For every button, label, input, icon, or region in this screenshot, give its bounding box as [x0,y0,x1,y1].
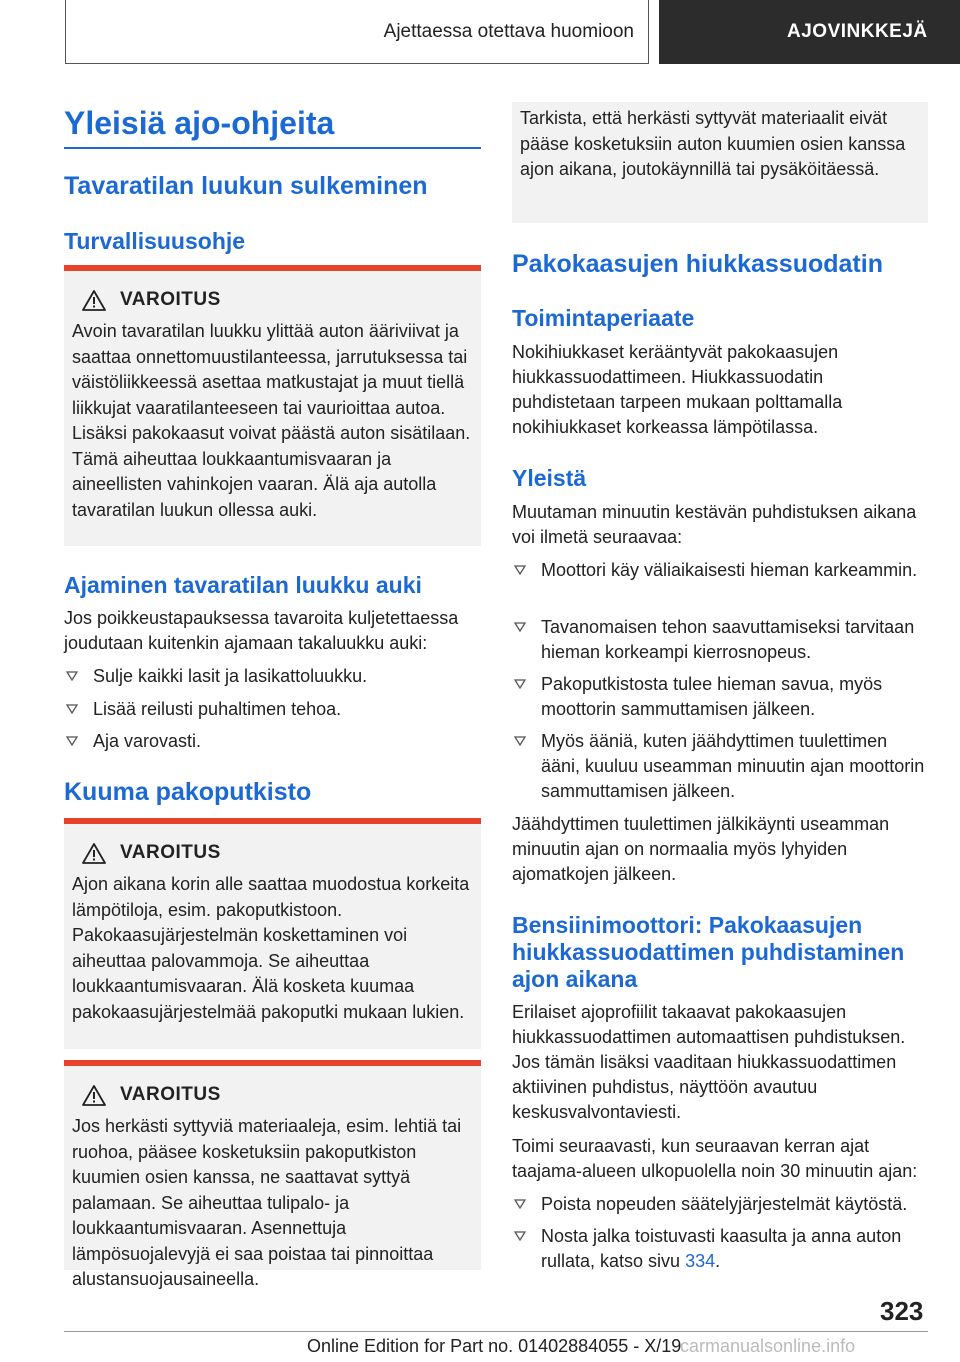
paragraph-general: Muutaman minuutin kestävän puhdistuksen aikana voi ilmetä seuraavaa: [512,502,917,547]
edition-text: Online Edition for Part no. 01402884055 - X/19 [307,1336,682,1356]
bullet-triangle-icon [514,736,526,746]
list-item [512,1192,928,1217]
bullet-triangle-icon [514,1231,526,1241]
heading-petrol-cleaning: Bensiinimoottori: Pakokaasujen hiukkassuodattimen puhdistaminen ajon aikana [512,912,905,992]
page-number: 323 [880,1296,924,1326]
bullet-triangle-icon [66,704,78,714]
list-item-end: . [715,1251,721,1271]
header-section-label: Ajettaessa otettava huomioon [383,20,634,42]
title-rule [64,147,481,149]
warning-triangle-icon [82,290,106,311]
paragraph-petrol-1: Erilaiset ajoprofiilit takaavat pakokaasujen hiukkassuodattimen automaattisen puhdistuksen. Jos tämän lisäksi vaaditaan hiukkassuodattimen aktiivinen puhdistus, näyttöön avautuu keskusvalvontaviesti. [512,1002,906,1122]
list-item-text: Poista nopeuden säätelyjärjestelmät käytöstä. [541,1194,908,1214]
warning-text: Ajon aikana korin alle saattaa muodostua korkeita lämpötiloja, esim. pakoputkistoon. Pakokaasujärjestelmän koskettaminen voi aiheuttaa palovammoja. Se aiheuttaa loukkaantumisvaaran. Älä kosketa kuumaa pakokaasujärjestelmää pakoputki mukaan lukien. [72,874,470,1022]
page-title: Yleisiä ajo-ohjeita [64,105,335,141]
list-item-text: Aja varovasti. [93,731,202,751]
heading-particle-filter: Pakokaasujen hiukkassuodatin [512,250,883,278]
list-item-text: Tavanomaisen tehon saavuttamiseksi tarvitaan hieman korkeampi kierrosnopeus. [541,617,915,662]
list-item [512,615,928,665]
warning-text: Avoin tavaratilan luukku ylittää auton ääriviivat ja saattaa onnettomuustilanteessa, jarrutuksessa tai väistöliikkeessä asettaa matkustajat ja muut tiellä liikkujat vaaratilanteeseen tai vaurioittaa autoa. Lisäksi pakokaasut voivat päästä auton sisätilaan. Tämä aiheuttaa loukkaantumisvaaran ja aineellisten vahinkojen vaaran. Älä aja autolla tavaratilan luukun ollessa auki. [72,321,471,520]
footer-rule [64,1331,928,1332]
paragraph-petrol-2: Toimi seuraavasti, kun seuraavan kerran ajat taajama-alueen ulkopuolella noin 30 minuutin ajan: [512,1136,918,1181]
paragraph-driving-open: Jos poikkeustapauksessa tavaroita kuljetettaessa joudutaan kuitenkin ajamaan takaluukku auki: [64,608,459,653]
warning-box-trunk [64,265,481,546]
paragraph-principle: Nokihiukkaset kerääntyvät pakokaasujen hiukkassuodattimeen. Hiukkassuodatin puhdistetaan tarpeen mukaan polttamalla nokihiukkaset korkeassa lämpötilassa. [512,342,843,437]
header-chapter-tab [659,0,960,64]
warning-label: VAROITUS [120,842,221,863]
heading-safety: Turvallisuusohje [64,228,246,254]
watermark-text: carmanualsonline.info [680,1336,856,1356]
warning-box-flammable [64,1060,481,1289]
list-item-text: Pakoputkistosta tulee hieman savua, myös moottorin sammuttamisen jälkeen. [541,674,883,719]
list-item [512,1224,928,1274]
heading-driving-open: Ajaminen tavaratilan luukku auki [64,572,422,598]
paragraph-fan: Jäähdyttimen tuulettimen jälkikäynti useamman minuutin ajan on normaalia myös lyhyiden ajomatkojen jälkeen. [512,814,890,884]
bullet-triangle-icon [66,736,78,746]
warning-label: VAROITUS [120,289,221,310]
heading-hot-exhaust: Kuuma pakoputkisto [64,778,312,806]
continued-warning-text: Tarkista, että herkästi syttyvät materiaalit eivät pääse kosketuksiin auton kuumien osien kanssa ajon aikana, joutokäynnillä tai pysäköitäessä. [520,108,906,179]
bullet-triangle-icon [514,622,526,632]
page-reference-link[interactable]: 334 [685,1251,716,1271]
bullet-triangle-icon [514,565,526,575]
bullet-triangle-icon [514,679,526,689]
list-item-text: Nosta jalka toistuvasti kaasulta ja anna auton rullata, katso sivu [541,1226,902,1271]
list-item [64,697,481,722]
warning-title [82,842,473,864]
list-item [64,729,481,754]
header-section-title [65,0,649,64]
continued-warning-box [512,102,928,223]
bullet-triangle-icon [514,1199,526,1209]
list-item [64,664,481,689]
header-chapter-label: AJOVINKKEJÄ [787,21,928,42]
warning-triangle-icon [82,843,106,864]
heading-principle: Toimintaperiaate [512,305,695,331]
list-item-text: Sulje kaikki lasit ja lasikattoluukku. [93,666,368,686]
warning-title [82,1084,473,1106]
list-item [512,729,928,804]
list-item-text: Moottori käy väliaikaisesti hieman karkeammin. [541,560,918,580]
heading-general: Yleistä [512,465,587,491]
list-item [512,672,928,722]
heading-trunk: Tavaratilan luukun sulkeminen [64,172,428,200]
warning-box-hot-exhaust [64,818,481,1049]
warning-label: VAROITUS [120,1084,221,1105]
warning-text: Jos herkästi syttyviä materiaaleja, esim. lehtiä tai ruohoa, pääsee kosketuksiin pakoputkiston kuumien osien kanssa, ne saattavat syttyä palamaan. Se aiheuttaa tulipalo- ja loukkaantumisvaaran. Asennettuja lämpösuojalevyjä ei saa poistaa tai pinnoittaa alustansuojausaineella. [72,1116,462,1289]
list-item-text: Myös ääniä, kuten jäähdyttimen tuulettimen ääni, kuuluu useamman minuutin ajan moottorin sammuttamisen jälkeen. [541,731,925,801]
warning-title [82,289,473,311]
list-item-text: Lisää reilusti puhaltimen tehoa. [93,699,342,719]
bullet-triangle-icon [66,671,78,681]
list-item [512,558,928,583]
warning-triangle-icon [82,1085,106,1106]
